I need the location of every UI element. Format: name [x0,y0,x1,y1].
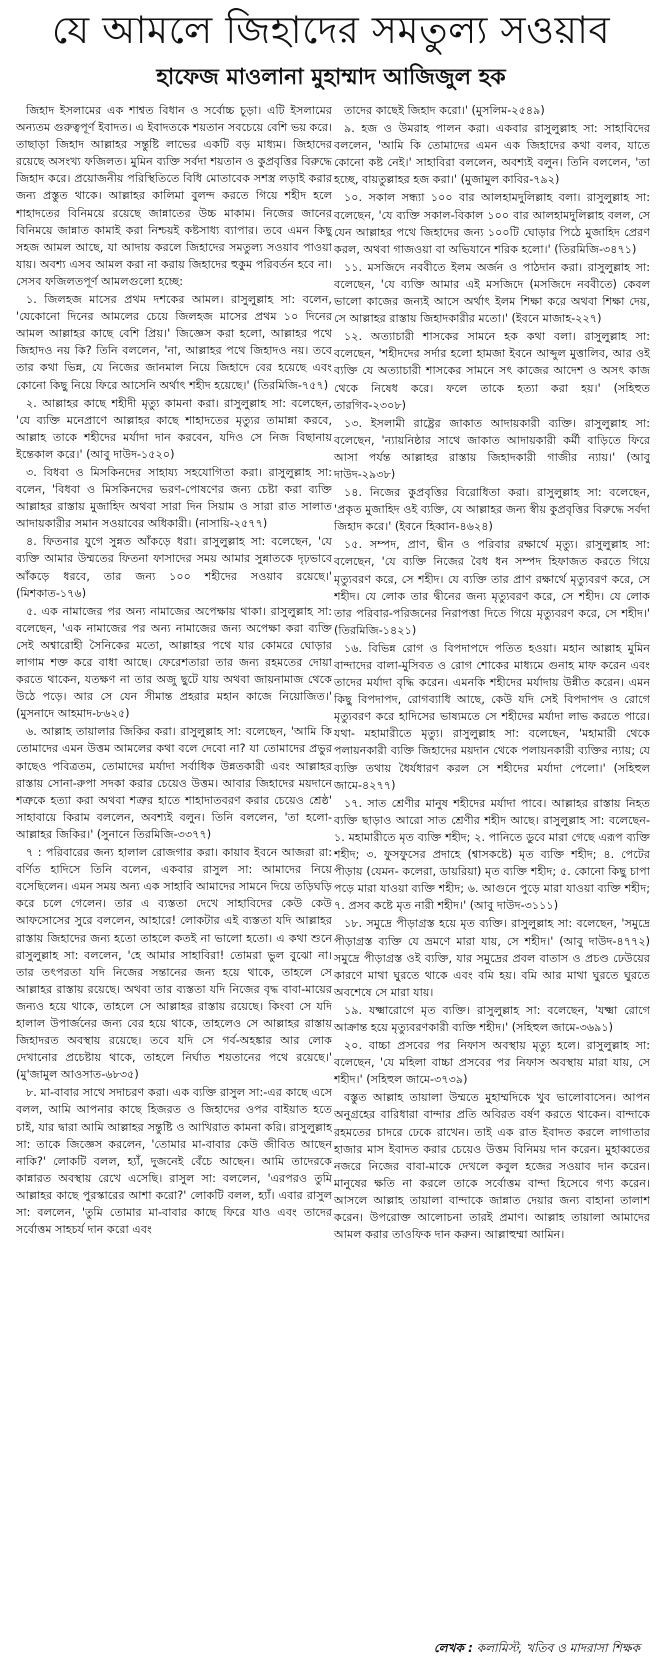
article-paragraph: ১৮. সমুদ্রে পীড়াগ্রস্ত হয়ে মৃত ব্যক্তি। রাসুলুল্লাহ সা: বলেছেন, 'সমুদ্রে পীড়াগ্রস্ত ব্যক্তি যে ভ্রমণে মারা যায়, সে শহীদ।' (আবু দাউদ-৪৭৭২) সমুদ্রে পীড়াগ্রস্ত ওই ব্যক্তি, যার সমুদ্রের প্রবল বাতাস ও প্রচণ্ড ঢেউয়ের কারণে মাথা ঘুরতে থাকে এবং বমি হয়। বমি আর মাথা ঘুরতে ঘুরতে অবশেষে সে মারা যায়। [334,917,650,999]
article-paragraph: ২. আল্লাহর কাছে শহীদী মৃত্যু কামনা করা। রাসুলুল্লাহ সা: বলেছেন, 'যে ব্যক্তি মনেপ্রাণে আল্লাহর কাছে শাহাদতের মৃত্যুর তামান্না করবে, আল্লাহ তাকে শহীদের মর্যাদা দান করবেন, যদিও সে নিজ বিছানায় ইন্তেকাল করে।' (আবু দাউদ-১৫২০) [16,396,332,461]
article-paragraph: ১০. সকাল সন্ধ্যা ১০০ বার আলহামদুলিল্লাহ বলা। রাসুলুল্লাহ সা: বলেছেন, 'যে ব্যক্তি সকাল-বিকাল ১০০ বার আলহামদুলিল্লাহ বলল, সে যেন আল্লাহর পথে জিহাদের জন্য ১০০টি ঘোড়ার পিঠে মুজাহিদ প্রেরণ করল, অথবা গাজওয়া বা অভিযানে শরিক হলো।' (তিরমিজি-৩৪৭১) [334,191,650,256]
article-paragraph: জিহাদ ইসলামের এক শাশ্বত বিধান ও সর্বোচ্চ চূড়া। এটি ইসলামের অন্যতম গুরুত্বপূর্ণ ইবাদত। এ ইবাদতকে শয়তান সবচেয়ে বেশি ভয় করে। তাছাড়া জিহাদ আল্লাহর সন্তুষ্টি লাভের একটি বড় মাধ্যম। জিহাদের রয়েছে অসংখ্য ফজিলত। মুমিন ব্যক্তি সর্বদা শয়তান ও কুপ্রবৃত্তির বিরুদ্ধে জিহাদ করে। প্রয়োজনীয় পরিস্থিতিতে বিধি মোতাবেক সশস্ত্র লড়াই করার জন্য প্রস্তুত থাকে। আল্লাহর কালিমা বুলন্দ করতে গিয়ে শহীদ হলে শাহাদতের বিনিময়ে রয়েছে জান্নাতের উচ্চ মাকাম। নিজের জানের বিনিময়ে জান্নাত কামাই করা নিশ্চয়ই কষ্টসাধ্য ব্যাপার। তবে এমন কিছু সহজ আমল আছে, যা আদায় করলে জিহাদের সমতুল্য সওয়াব পাওয়া যায়। অবশ্য এসব আমল করা না করায় জিহাদের হুকুম পরিবর্তন হবে না। সেসব ফজিলতপূর্ণ আমলগুলো হচ্ছে: [16,104,332,288]
article-title: যে আমলে জিহাদের সমতুল্য সওয়াব [51,8,611,52]
article-paragraph: ১৪. নিজের কুপ্রবৃত্তির বিরোধিতা করা। রাসুলুল্লাহ সা: বলেছেন, 'প্রকৃত মুজাহিদ ওই ব্যক্তি, যে আল্লাহর জন্য স্বীয় কুপ্রবৃত্তির বিরুদ্ধে সর্বদা জিহাদ করে।' (ইবনে হিব্বান-৪৬২৪) [334,486,650,534]
article-paragraph: ৪. ফিতনার যুগে সুন্নত আঁকড়ে ধরা। রাসুলুল্লাহ সা: বলেছেন, 'যে ব্যক্তি আমার উম্মতের ফিতনা ফাসাদের সময় আমার সুন্নাতকে দৃঢ়ভাবে আঁকড়ে ধরবে, তার জন্য ১০০ শহীদের সওয়াব রয়েছে।' (মিশকাত-১৭৬) [16,535,332,600]
article-paragraph: ২০. বাচ্চা প্রসবের পর নিফাস অবস্থায় মৃত্যু হলে। রাসুলুল্লাহ সা: বলেছেন, 'যে মহিলা বাচ্চা প্রসবের পর নিফাস অবস্থায় মারা যায়, সে শহীদ।' (সহিহুল জামে-৩৭৩৯) [334,1039,650,1087]
article-paragraph: ৫. এক নামাজের পর অন্য নামাজের অপেক্ষায় থাকা। রাসুলুল্লাহ সা: বলেছেন, 'এক নামাজের পর অন্য নামাজের জন্য অপেক্ষা করা ব্যক্তি সেই অশ্বারোহী সৈনিকের মতো, আল্লাহর পথে যার কোমরে ঘোড়ার লাগাম শক্ত করে বাধা আছে। ফেরেশতারা তার জন্য রহমতের দোয়া করতে থাকেন, যতক্ষণ না তার অজু ছুটে যায় অথবা জায়নামাজ থেকে উঠে পড়ে। আর সে যেন সীমান্ত প্রহরার মহান কাজে নিয়োজিত।' (মুসনাদে আহমাদ-৮৬২৫) [16,604,332,721]
article-paragraph: ১৬. বিভিন্ন রোগ ও বিপদাপদে পতিত হওয়া। মহান আল্লাহ মুমিন বান্দাদের বালা-মুসিবত ও রোগ শোকের মাধ্যমে গুনাহ মাফ করেন এবং তাদের মর্যাদা বৃদ্ধি করেন। এমনকি শহীদের মর্যাদায় উন্নীত করেন। এমন কিছু বিপদাপদ, রোগব্যাধি আছে, কেউ যদি সেই বিপদাপদ ও রোগে মৃত্যুবরণ করে হাদিসের ভাষ্যমতে সে শহীদের মর্যাদা লাভ করতে পারে। যথা- মহামারীতে মৃত্যু। রাসুলুল্লাহ সা: বলেছেন, 'মহামারী থেকে পলায়নকারী ব্যক্তি জিহাদের ময়দান থেকে পলায়নকারী ব্যক্তির ন্যায়; যে ব্যক্তি তথায় ধৈর্যধারণ করল সে শহীদের মর্যাদা পেলো।' (সহিহুল জামে-৪২৭৭) [334,641,650,792]
article-paragraph: ৯. হজ ও উমরাহ পালন করা। একবার রাসুলুল্লাহ সা: সাহাবিদের বললেন, 'আমি কি তোমাদের এমন এক জিহাদের কথা বলব, যাতে কোনো কষ্ট নেই।' সাহাবিরা বললেন, অবশ্যই বলুন। তিনি বললেন, 'তা হচ্ছে, বায়তুল্লাহর হজ করা।' (মুজামুল কাবির-৭৯২) [334,122,650,187]
article-paragraph: ১৩. ইসলামী রাষ্ট্রের জাকাত আদায়কারী ব্যক্তি। রাসুলুল্লাহ সা: বলেছেন, 'ন্যায়নিষ্ঠার সাথে জাকাত আদায়কারী কর্মী বাড়িতে ফিরে আসা পর্যন্ত আল্লাহর রাস্তায় জিহাদকারী গাজীর ন্যায়।' (আবু দাউদ-২৯৩৮) [334,416,650,481]
article-paragraph: ৭ : পরিবারের জন্য হালাল রোজগার করা। কায়াব ইবনে আজরা রা: বর্ণিত হাদিসে তিনি বলেন, একবার রাসুল সা: আমাদের নিয়ে বসেছিলেন। এমন সময় অন্য এক সাহাবি আমাদের সামনে দিয়ে তড়িঘড়ি করে চলে গেলেন। তার এ ব্যস্ততা দেখে সাহাবিদের কেউ কেউ আফসোসের সুরে বললেন, আহারে! লোকটার এই ব্যস্ততা যদি আল্লাহর রাস্তায় জিহাদের জন্য হতো তাহলে কতই না ভালো হতো। এ কথা শুনে রাসুলুল্লাহ সা: বললেন, 'হে আমার সাহাবিরা! তোমরা ভুল বুঝো না। তার তৎপরতা যদি নিজের সন্তানের জন্য হয়ে থাকে, তাহলে সে আল্লাহর রাস্তায় রয়েছে। অথবা তার ব্যস্ততা যদি নিজের বৃদ্ধ বাবা-মায়ের জন্যও হয়ে থাকে, তাহলে সে আল্লাহর রাস্তায় রয়েছে। কিংবা সে যদি হালাল উপার্জনের জন্য বের হয়ে থাকে, তাহলেও সে আল্লাহর রাস্তায় জিহাদরত অবস্থায় রয়েছে। তবে যদি সে গর্ব-অহঙ্কার আর লোক দেখানোর প্রচেষ্টায় থাকে, তাহলে নির্ঘাত শয়তানের পথে রয়েছে।' (মু'জামুল আওসাত-৬৮৩৫) [16,846,332,1082]
left-column [16,102,332,1622]
right-column [334,102,650,1622]
article-paragraph: ১৭. সাত শ্রেণীর মানুষ শহীদের মর্যাদা পাবে। আল্লাহর রাস্তায় নিহত ব্যক্তি ছাড়াও আরো সাত শ্রেণীর শহীদ আছে। রাসুলুল্লাহ সা: বলেছেন- ১. মহামারীতে মৃত ব্যক্তি শহীদ; ২. পানিতে ডুবে মারা গেছে এরূপ ব্যক্তি শহীদ; ৩. ফুসফুসের প্রদাহে (শ্বাসকষ্টে) মৃত ব্যক্তি শহীদ; ৪. পেটের পীড়ায় (যেমন- কলেরা, ডায়রিয়া) মৃত ব্যক্তি শহীদ; ৫. কোনো কিছু চাপা পড়ে মারা যাওয়া ব্যক্তি শহীদ; ৬. আগুনে পুড়ে মারা যাওয়া ব্যক্তি শহীদ; ৭. প্রসব কষ্টে মৃত নারী শহীদ।' (আবু দাউদ-৩১১১) [334,796,650,913]
article-paragraph: ১৫. সম্পদ, প্রাণ, দ্বীন ও পরিবার রক্ষার্থে মৃত্যু। রাসুলুল্লাহ সা: বলেছেন, 'যে ব্যক্তি নিজের বৈধ ধন সম্পদ হিফাজত করতে গিয়ে মৃত্যুবরণ করে, সে শহীদ। যে ব্যক্তি তার প্রাণ রক্ষার্থে মৃত্যুবরণ করে, সে শহীদ। যে লোক তার দ্বীনের জন্য মৃত্যুবরণ করে, সে শহীদ। যে লোক তার পরিবার-পরিজনের নিরাপত্তা দিতে গিয়ে মৃত্যুবরণ করে, সে শহীদ।' (তিরমিজি-১৪২১) [334,538,650,637]
article-paragraph: ১৯. যক্ষ্মারোগে মৃত ব্যক্তি। রাসুলুল্লাহ সা: বলেছেন, 'যক্ষ্মা রোগে আক্রান্ত হয়ে মৃত্যুবরণকারী ব্যক্তি শহীদ।' (সহিহুল জামে-৩৬৯১) [334,1003,650,1034]
article-paragraph: বস্তুত আল্লাহ তায়ালা উম্মতে মুহাম্মদিকে খুব ভালোবাসেন। আপন অনুগ্রহের বারিধারা বান্দার প্রতি অবিরত বর্ষণ করতে থাকেন। বান্দাকে রহমতের চাদরে ঢেকে রাখেন। তাই এক রাত ইবাদত করলে লাগাতার হাজার মাস ইবাদত করার চেয়েও উত্তম বিনিময় দান করেন। মুহাব্বতের নজরে নিজের বাবা-মাকে দেখলে কবুল হজের সওয়াব দান করেন। মানুষের ক্ষতি না করলে তাকে সর্বোত্তম বান্দা হিসেবে গণ্য করেন। আসলে আল্লাহ তায়ালা বান্দাকে জান্নাত দেয়ার জন্য বাহানা তালাশ করেন। উপরোক্ত আলোচনা তারই প্রমাণ। আল্লাহ তায়ালা আমাদের আমল করার তাওফিক দান করুন। আল্লাহুম্মা আমিন। [334,1091,650,1242]
article-paragraph: ১২. অত্যাচারী শাসকের সামনে হক কথা বলা। রাসুলুল্লাহ সা: বলেছেন, 'শহীদদের সর্দার হলো হামজা ইবনে আব্দুল মুত্তালিব, আর ওই ব্যক্তি যে অত্যাচারী শাসকের সামনে সৎ কাজের আদেশ ও অসৎ কাজ থেকে নিষেধ করে। ফলে তাকে হত্যা করা হয়।' (সহিহুত তারগিব-২৩০৮) [334,330,650,412]
footer-text: কলামিস্ট, খতিব ও মাদরাসা শিক্ষক [476,1641,640,1655]
article-paragraph: ৮. মা-বাবার সাথে সদাচরণ করা। এক ব্যক্তি রাসুল সা:-এর কাছে এসে বলল, আমি আপনার কাছে হিজরত ও জিহাদের ওপর বাইয়াত হতে চাই, যার দ্বারা আমি আল্লাহর সন্তুষ্টি ও আখিরাত কামনা করি। রাসুলুল্লাহ সা: তাকে জিজ্ঞেস করলেন, 'তোমার মা-বাবার কেউ জীবিত আছেন নাকি?' লোকটি বলল, হ্যাঁ, দুজনেই বেঁচে আছেন। আমি তাদেরকে কান্নারত অবস্থায় রেখে এসেছি। রাসুল সা: বললেন, 'এরপরও তুমি আল্লাহর কাছে পুরস্কারের আশা করো?' লোকটি বলল, হ্যাঁ। এবার রাসুল সা: বললেন, 'তুমি তোমার মা-বাবার কাছে ফিরে যাও এবং তাদের সর্বোত্তম সাহচর্য দান করো এবং [16,1086,332,1237]
article-byline: হাফেজ মাওলানা মুহাম্মাদ আজিজুল হক [156,65,506,90]
article-paragraph: ৩. বিধবা ও মিসকিনদের সাহায্য সহযোগিতা করা। রাসুলুল্লাহ সা: বলেন, 'বিধবা ও মিসকিনদের ভরণ-পোষণের জন্য চেষ্টা করা ব্যক্তি আল্লাহর রাস্তায় মুজাহিদ অথবা সারা দিন সিয়াম ও সারা রাত সালাত আদায়কারীর সমান সওয়াবের অধিকারী। (নাসায়ি-২৫৭৭) [16,465,332,531]
article-paragraph: ৬. আল্লাহ তায়ালার জিকির করা। রাসুলুল্লাহ সা: বলেছেন, 'আমি কি তোমাদের এমন উত্তম আমলের কথা বলে দেবো না? যা তোমাদের প্রভুর কাছেও পবিত্রতম, তোমাদের মর্যাদা সর্বাধিক উন্নতকারী এবং আল্লাহর রাস্তায় সোনা-রুপা সদকা করার চেয়েও উত্তম। আবার জিহাদের ময়দানে শত্রুকে হত্যা করা অথবা শত্রুর হাতে শাহাদাতবরণ করার চেয়েও শ্রেষ্ঠ' সাহাবায়ে কিরাম বললেন, অবশ্যই বলুন। তিনি বললেন, 'তা হলো- আল্লাহর জিকির।' (সুনানে তিরমিজি-৩৩৭৭) [16,725,332,841]
article-paragraph: তাদের কাছেই জিহাদ করো।' (মুসলিম-২৫৪৯) [344,104,545,117]
article-paragraph: ১১. মসজিদে নববীতে ইলম অর্জন ও পাঠদান করা। রাসুলুল্লাহ সা: বলেছেন, 'যে ব্যক্তি আমার এই মসজিদে (মসজিদে নববীতে) কেবল ভালো কাজের জন্যই আসে অর্থাৎ ইলম শিক্ষা করে অথবা শিক্ষা দেয়, সে আল্লাহর রাস্তায় জিহাদকারীর মতো।' (ইবনে মাজাহ-২২৭) [334,260,650,326]
footer-label: লেখক : [433,1641,473,1655]
article-paragraph: ১. জিলহজ মাসের প্রথম দশকের আমল। রাসুলুল্লাহ সা: বলেন, 'যেকোনো দিনের আমলের চেয়ে জিলহজ মাসের প্রথম ১০ দিনের আমল আল্লাহর কাছে বেশি প্রিয়।' জিজ্ঞেস করা হলো, আল্লাহর পথে জিহাদও নয় কি? তিনি বললেন, 'না, আল্লাহর পথে জিহাদও নয়। তবে তার কথা ভিন্ন, যে নিজের জানমাল নিয়ে জিহাদে বের হয়েছে এবং কোনো কিছু নিয়ে ফিরে আসেনি অর্থাৎ শহীদ হয়েছে।' (তিরমিজি-৭৫৭) [16,293,332,392]
author-footer [434,1640,640,1660]
